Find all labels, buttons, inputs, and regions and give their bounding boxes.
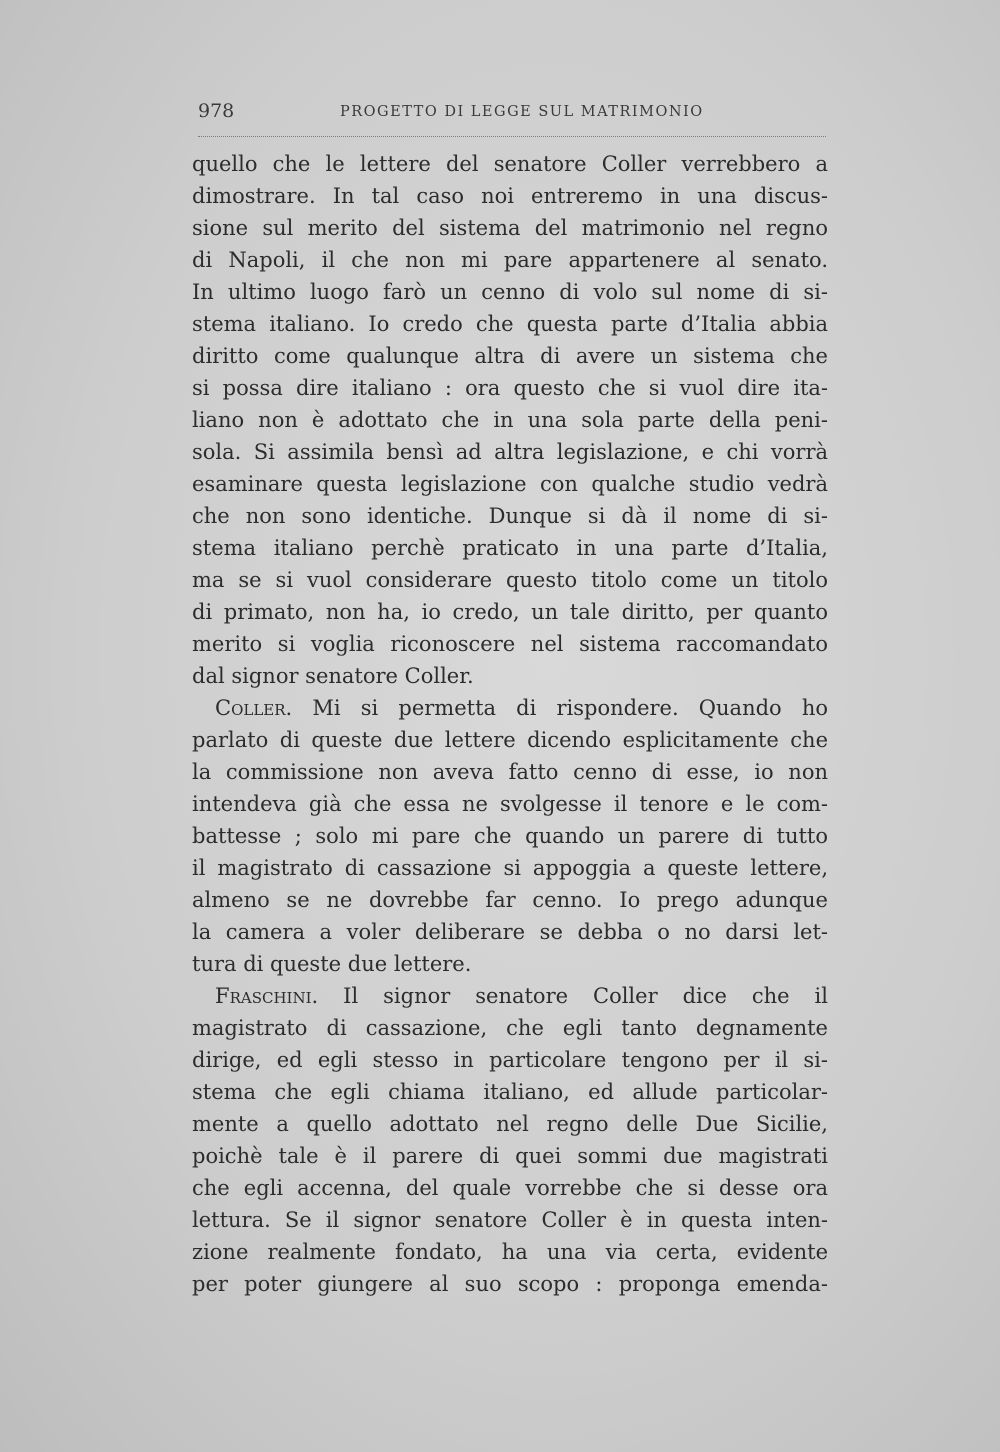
text-line: stema italiano perchè praticato in una parte d’Italia, [192,536,828,560]
text-line: liano non è adottato che in una sola parte della peni- [192,408,828,432]
text-line: sola. Si assimila bensì ad altra legislazione, e chi vorrà [192,440,828,464]
text-line: battesse ; solo mi pare che quando un parere di tutto [192,824,828,848]
text-line: zione realmente fondato, ha una via certa, evidente [192,1240,828,1264]
text-line: lettura. Se il signor senatore Coller è in questa inten- [192,1208,828,1232]
page-number: 978 [198,100,235,122]
text-line: merito si voglia riconoscere nel sistema raccomandato [192,632,828,656]
text-line: di Napoli, il che non mi pare appartenere al senato. [192,248,828,272]
text-line: tura di queste due lettere. [192,952,472,976]
text-line: dimostrare. In tal caso noi entreremo in una discus- [192,184,828,208]
text-line: mente a quello adottato nel regno delle Due Sicilie, [192,1112,828,1136]
text-line: Mi si permetta di rispondere. Quando ho [312,696,828,720]
text-line: In ultimo luogo farò un cenno di volo sul nome di si- [192,280,828,304]
text-line: che non sono identiche. Dunque si dà il nome di si- [192,504,828,528]
text-line: la camera a voler deliberare se debba o no darsi let- [192,920,828,944]
text-line: il magistrato di cassazione si appoggia a queste lettere, [192,856,828,880]
text-line: che egli accenna, del quale vorrebbe che si desse ora [192,1176,828,1200]
text-line: poichè tale è il parere di quei sommi due magistrati [192,1144,828,1168]
text-line: intendeva già che essa ne svolgesse il tenore e le com- [192,792,828,816]
running-head: PROGETTO DI LEGGE SUL MATRIMONIO [340,104,704,120]
text-line: ma se si vuol considerare questo titolo come un titolo [192,568,828,592]
text-line: diritto come qualunque altra di avere un sistema che [192,344,828,368]
text-line: esaminare questa legislazione con qualche studio vedrà [192,472,828,496]
text-line: parlato di queste due lettere dicendo esplicitamente che [192,728,828,752]
text-line: almeno se ne dovrebbe far cenno. Io prego adunque [192,888,828,912]
text-line: magistrato di cassazione, che egli tanto degnamente [192,1016,828,1040]
text-line: di primato, non ha, io credo, un tale diritto, per quanto [192,600,828,624]
text-line: sione sul merito del sistema del matrimonio nel regno [192,216,828,240]
text-line: Il signor senatore Coller dice che il [343,984,828,1008]
text-line: stema italiano. Io credo che questa parte d’Italia abbia [192,312,828,336]
text-line: si possa dire italiano : ora questo che si vuol dire ita- [192,376,828,400]
text-line: dirige, ed egli stesso in particolare tengono per il si- [192,1048,828,1072]
text-line: per poter giungere al suo scopo : proponga emenda- [192,1272,828,1296]
text-line: stema che egli chiama italiano, ed allude particolar- [192,1080,828,1104]
text-line: dal signor senatore Coller. [192,664,474,688]
speaker-name: Coller. [215,696,293,720]
speaker-paragraph-start [215,696,828,720]
text-line: la commissione non aveva fatto cenno di esse, io non [192,760,828,784]
speaker-name: Fraschini. [215,984,319,1008]
speaker-paragraph-start [215,984,828,1008]
text-line: quello che le lettere del senatore Coller verrebbero a [192,152,828,176]
